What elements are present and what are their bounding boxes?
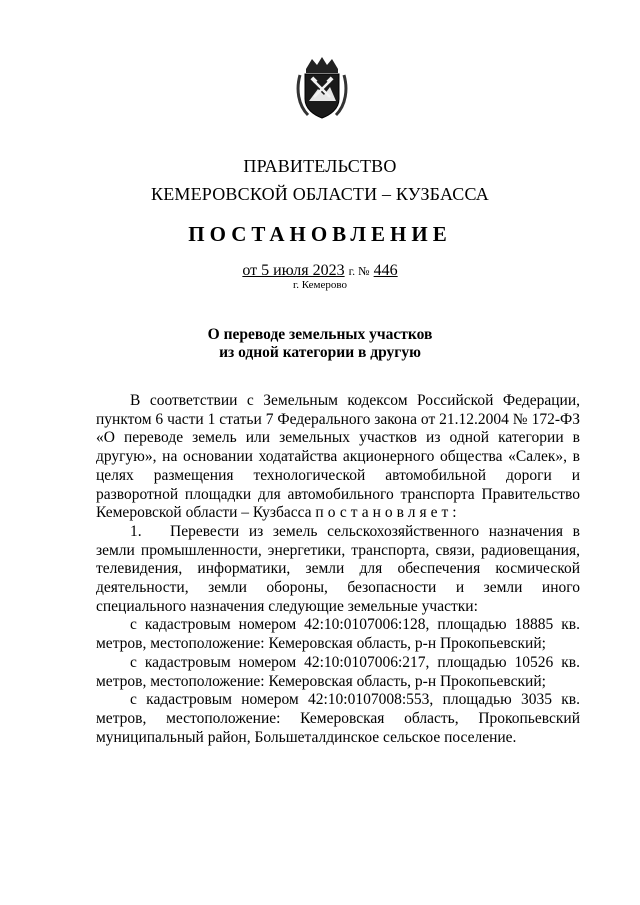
date-suffix: г. № bbox=[348, 264, 370, 278]
subject-line-2: из одной категории в другую bbox=[219, 344, 421, 361]
decree-date: от 5 июля 2023 bbox=[242, 262, 345, 279]
kuzbass-coat-of-arms-icon bbox=[296, 55, 348, 121]
document-body bbox=[96, 392, 580, 747]
city-name: г. Кемерово bbox=[292, 279, 348, 291]
decides-word: постановляет bbox=[315, 504, 453, 522]
government-line-1: ПРАВИТЕЛЬСТВО bbox=[243, 156, 397, 176]
item-1-number: 1. bbox=[130, 522, 142, 540]
intro-paragraph bbox=[96, 392, 580, 523]
government-line-2: КЕМЕРОВСКОЙ ОБЛАСТИ – КУЗБАССА bbox=[151, 184, 489, 204]
item-1-text: Перевести из земель сельскохозяйственного назначения в земли промышленности, энергетики, транспорта, связи, радиовещания, телевидения, информатики, земли для обеспечения космической деятельности, земли обороны, безопасности и земли иного специального назначения следующие земельные участки: bbox=[96, 522, 580, 615]
intro-end: : bbox=[452, 504, 457, 522]
plot-paragraph: с кадастровым номером 42:10:0107008:553, площадью 3035 кв. метров, местоположение: Кемеровская область, Прокопьевский муниципальный район, Большеталдинское сельское поселение. bbox=[96, 691, 580, 746]
item-1-paragraph bbox=[96, 523, 580, 617]
plot-paragraph: с кадастровым номером 42:10:0107006:128, площадью 18885 кв. метров, местоположение: Кемеровская область, р-н Прокопьевский; bbox=[96, 616, 580, 653]
subject-line-1: О переводе земельных участков bbox=[207, 326, 433, 343]
document-type-title: ПОСТАНОВЛЕНИЕ bbox=[188, 222, 452, 246]
date-line bbox=[0, 262, 640, 280]
decree-number: 446 bbox=[373, 262, 398, 279]
intro-text: В соответствии с Земельным кодексом Российской Федерации, пунктом 6 части 1 статьи 7 Федерального закона от 21.12.2004 № 172-ФЗ «О переводе земель или земельных участков из одной категории в другую», на основании ходатайства акционерного общества «Салек», в целях размещения технологической автомобильной дороги и разворотной площадки для автомобильного транспорта Правительство Кемеровской области – Кузбасса bbox=[96, 392, 580, 522]
plot-paragraph: с кадастровым номером 42:10:0107006:217, площадью 10526 кв. метров, местоположение: Кемеровская область, р-н Прокопьевский; bbox=[96, 653, 580, 690]
